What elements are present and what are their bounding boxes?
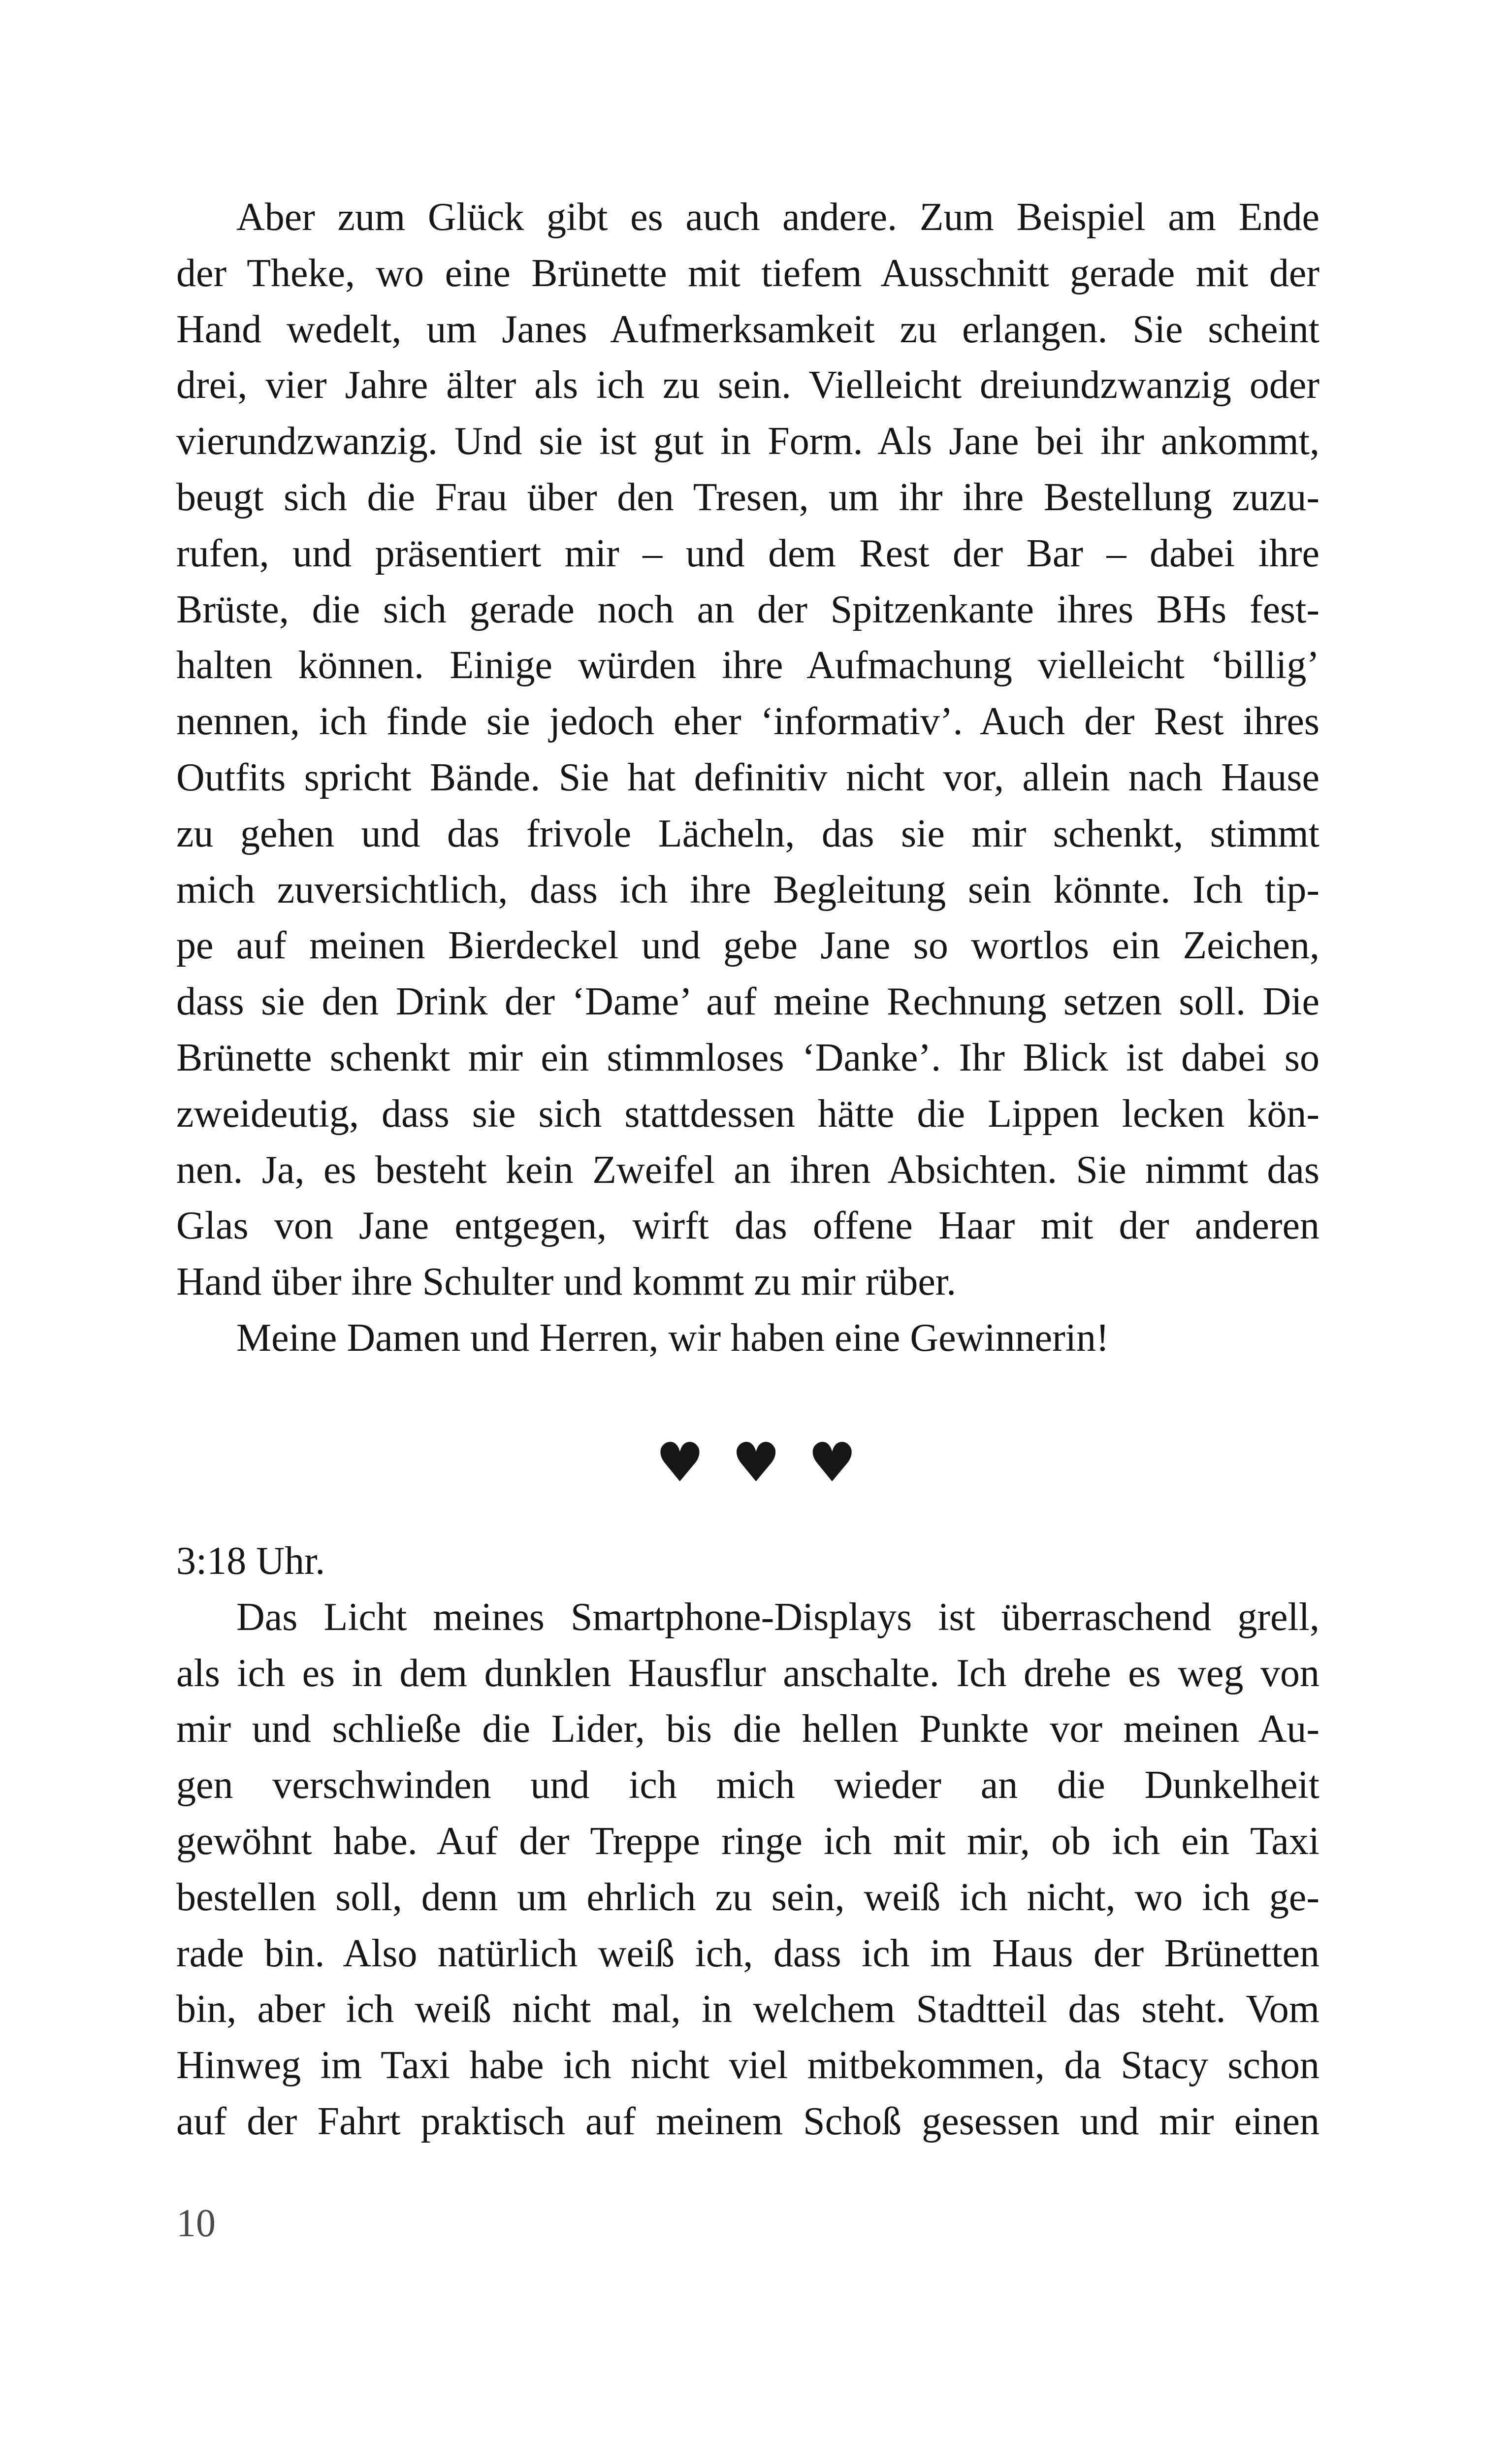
text-line: Meine Damen und Herren, wir haben eine Gewinnerin! [236, 1316, 1109, 1360]
text-line: gewöhnt habe. Auf der Treppe ringe ich mit mir, ob ich ein Taxi [176, 1819, 1319, 1863]
section-separator [0, 1431, 1512, 1495]
text-line: rufen, und präsentiert mir – und dem Rest der Bar – dabei ihre [176, 531, 1319, 575]
text-line: Glas von Jane entgegen, wirft das offene Haar mit der anderen [176, 1204, 1319, 1248]
text-line: Outfits spricht Bände. Sie hat definitiv nicht vor, allein nach Hause [176, 755, 1319, 799]
text-line: Hinweg im Taxi habe ich nicht viel mitbekommen, da Stacy schon [176, 2044, 1319, 2087]
text-line: rade bin. Also natürlich weiß ich, dass ich im Haus der Brünetten [176, 1931, 1319, 1975]
text-block-lower [176, 1533, 1319, 2150]
text-line: beugt sich die Frau über den Tresen, um ihr ihre Bestellung zuzu- [176, 475, 1319, 519]
heart-icon: ♥ [732, 1431, 780, 1494]
text-line: gen verschwinden und ich mich wieder an die Dunkelheit [176, 1763, 1319, 1807]
time-heading: 3:18 Uhr. [176, 1539, 325, 1583]
text-line: drei, vier Jahre älter als ich zu sein. Vielleicht dreiundzwanzig oder [176, 363, 1319, 407]
text-line: halten können. Einige würden ihre Aufmachung vielleicht ‘billig’ [176, 644, 1319, 687]
text-line: zweideutig, dass sie sich stattdessen hätte die Lippen lecken kön- [176, 1092, 1319, 1136]
text-line: der Theke, wo eine Brünette mit tiefem Ausschnitt gerade mit der [176, 251, 1319, 295]
text-line: Hand wedelt, um Janes Aufmerksamkeit zu erlangen. Sie scheint [176, 307, 1319, 351]
text-line: vierundzwanzig. Und sie ist gut in Form. Als Jane bei ihr ankommt, [176, 420, 1319, 463]
text-block-upper [176, 190, 1319, 1367]
page-number: 10 [176, 2202, 216, 2245]
text-line: mich zuversichtlich, dass ich ihre Begleitung sein könnte. Ich tip- [176, 868, 1319, 912]
text-line: bin, aber ich weiß nicht mal, in welchem Stadtteil das steht. Vom [176, 1987, 1319, 2031]
text-line: dass sie den Drink der ‘Dame’ auf meine Rechnung setzen soll. Die [176, 980, 1319, 1024]
text-line: Aber zum Glück gibt es auch andere. Zum Beispiel am Ende [236, 195, 1319, 239]
text-line: Hand über ihre Schulter und kommt zu mir rüber. [176, 1260, 957, 1304]
text-line: bestellen soll, denn um ehrlich zu sein, weiß ich nicht, wo ich ge- [176, 1875, 1319, 1919]
heart-icon: ♥ [807, 1431, 857, 1494]
text-line: auf der Fahrt praktisch auf meinem Schoß gesessen und mir einen [176, 2099, 1319, 2143]
text-line: Brüste, die sich gerade noch an der Spitzenkante ihres BHs fest- [176, 587, 1319, 631]
text-line: nen. Ja, es besteht kein Zweifel an ihren Absichten. Sie nimmt das [176, 1148, 1319, 1192]
text-line: pe auf meinen Bierdeckel und gebe Jane so wortlos ein Zeichen, [176, 924, 1319, 968]
text-line: nennen, ich finde sie jedoch eher ‘informativ’. Auch der Rest ihres [176, 700, 1319, 744]
text-line: zu gehen und das frivole Lächeln, das sie mir schenkt, stimmt [176, 812, 1319, 855]
text-line: Das Licht meines Smartphone-Displays ist überraschend grell, [236, 1595, 1319, 1639]
text-line: mir und schließe die Lider, bis die hellen Punkte vor meinen Au- [176, 1707, 1319, 1751]
heart-icon: ♥ [655, 1431, 705, 1494]
text-line: als ich es in dem dunklen Hausflur anschalte. Ich drehe es weg von [176, 1651, 1319, 1695]
text-line: Brünette schenkt mir ein stimmloses ‘Danke’. Ihr Blick ist dabei so [176, 1036, 1319, 1079]
